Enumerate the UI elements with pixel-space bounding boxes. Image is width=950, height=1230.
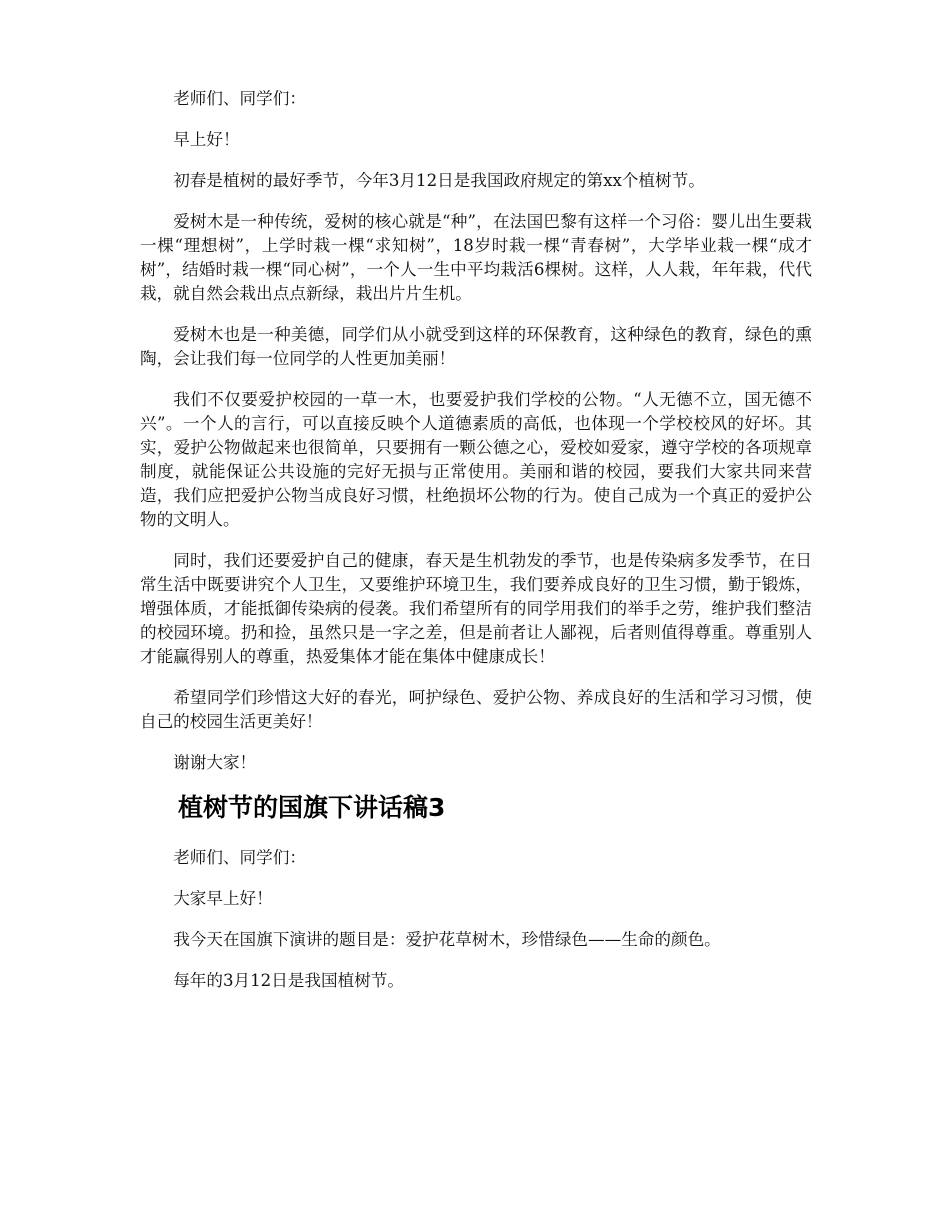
paragraph: 初春是植树的最好季节，今年3月12日是我国政府规定的第xx个植树节。 (173, 171, 705, 190)
paragraph: 大家早上好！ (173, 889, 273, 908)
paragraph: 希望同学们珍惜这大好的春光，呵护绿色、爱护公物、养成良好的生活和学习习惯，使自己的校园生活更美好！ (140, 688, 812, 731)
paragraph: 爱树木是一种传统，爱树的核心就是“种”，在法国巴黎有这样一个习俗：婴儿出生要栽一棵“理想树”，上学时栽一棵“求知树”，18岁时栽一棵“青春树”，大学毕业栽一棵“成才树”，结婚时栽一棵“同心树”，一个人一生中平均栽活6棵树。这样，人人栽，年年栽，代代栽，就自然会栽出点点新绿，栽出片片生机。 (140, 212, 812, 303)
paragraph: 我们不仅要爱护校园的一草一木，也要爱护我们学校的公物。“人无德不立，国无德不兴”。一个人的言行，可以直接反映个人道德素质的高低，也体现一个学校校风的好坏。其实，爱护公物做起来也很简单，只要拥有一颗公德之心，爱校如爱家，遵守学校的各项规章制度，就能保证公共设施的完好无损与正常使用。美丽和谐的校园，要我们大家共同来营造，我们应把爱护公物当成良好习惯，杜绝损坏公物的行为。使自己成为一个真正的爱护公物的文明人。 (140, 390, 812, 529)
paragraph: 每年的3月12日是我国植树节。 (173, 971, 404, 990)
paragraph: 我今天在国旗下演讲的题目是：爱护花草树木，珍惜绿色——生命的颜色。 (173, 930, 721, 949)
paragraph: 老师们、同学们： (173, 89, 306, 108)
paragraph: 老师们、同学们： (173, 848, 306, 867)
paragraph: 同时，我们还要爱护自己的健康，春天是生机勃发的季节，也是传染病多发季节，在日常生活中既要讲究个人卫生，又要维护环境卫生，我们要养成良好的卫生习惯，勤于锻炼，增强体质，才能抵御传染病的侵袭。我们希望所有的同学用我们的举手之劳，维护我们整洁的校园环境。扔和捡，虽然只是一字之差，但是前者让人鄙视，后者则值得尊重。尊重别人才能赢得别人的尊重，热爱集体才能在集体中健康成长！ (140, 551, 812, 666)
paragraph: 谢谢大家！ (173, 753, 257, 772)
document-body (140, 87, 812, 1010)
paragraph: 早上好！ (173, 130, 240, 149)
paragraph: 爱树木也是一种美德，同学们从小就受到这样的环保教育，这种绿色的教育，绿色的熏陶，会让我们每一位同学的人性更加美丽！ (140, 325, 812, 368)
section-heading: 植树节的国旗下讲话稿3 (178, 793, 446, 822)
